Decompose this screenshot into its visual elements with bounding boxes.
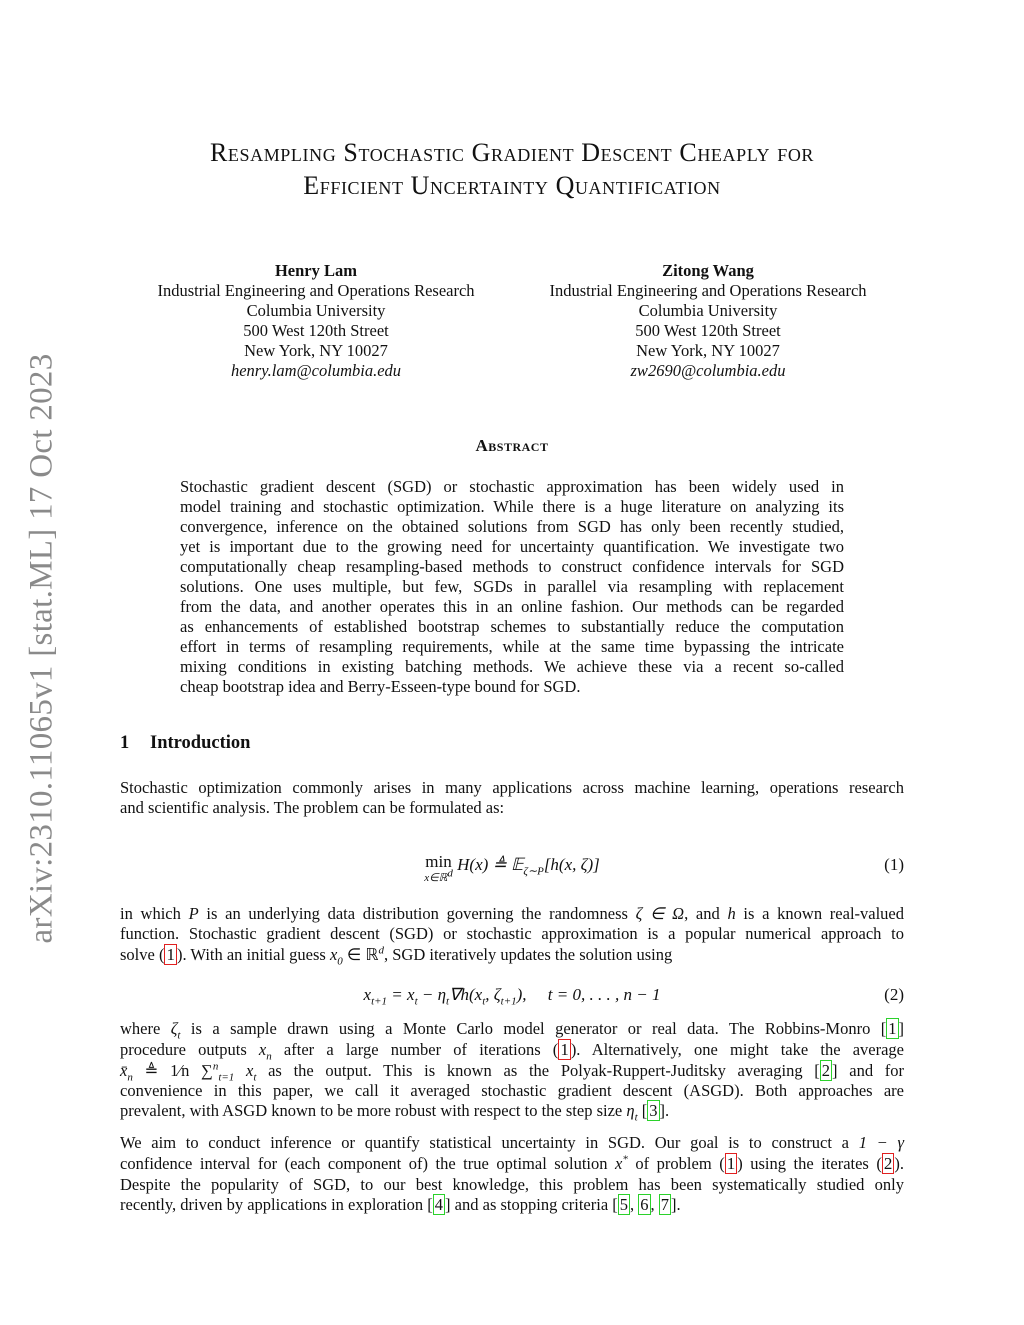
text-run: ≜ bbox=[132, 1061, 171, 1080]
inline-math: η bbox=[626, 1101, 635, 1120]
text-run: We aim to conduct inference or quantify statistical uncertainty in SGD. Our goal is to construct a bbox=[120, 1133, 859, 1152]
author-dept: Industrial Engineering and Operations Research bbox=[549, 281, 867, 300]
inline-math: 1 − γ bbox=[858, 1133, 905, 1152]
author-block-1 bbox=[120, 261, 512, 381]
title-line-1: Resampling Stochastic Gradient Descent Cheaply for bbox=[209, 138, 815, 167]
inline-math: ζ bbox=[170, 1019, 178, 1038]
equation-reference-link[interactable]: 2 bbox=[883, 1154, 893, 1173]
text-run: as the output. This is known as the Polyak-Ruppert-Juditsky averaging [ bbox=[256, 1061, 820, 1080]
min-domain-sup: d bbox=[447, 867, 453, 880]
author-street: 500 West 120th Street bbox=[635, 321, 781, 340]
author-street: 500 West 120th Street bbox=[243, 321, 389, 340]
abstract-line: Stochastic gradient descent (SGD) or stochastic approximation has been widely used in bbox=[180, 477, 844, 496]
equation-rhs: [h(x, ζ)] bbox=[543, 855, 600, 874]
equation-1 bbox=[120, 854, 904, 886]
text-run: recently, driven by applications in exploration [ bbox=[120, 1195, 433, 1214]
text-run: procedure outputs bbox=[120, 1040, 259, 1059]
text-run: where bbox=[120, 1019, 171, 1038]
author-university: Columbia University bbox=[638, 301, 778, 320]
expectation-subscript: ζ∼P bbox=[523, 865, 544, 878]
text-run: ) using the iterates ( bbox=[737, 1154, 882, 1173]
paragraph-line bbox=[120, 1081, 904, 1101]
citation-link[interactable]: 4 bbox=[434, 1195, 444, 1214]
text-run: is a known real-valued bbox=[735, 904, 905, 923]
text-run: confidence interval for (each component of) the true optimal solution bbox=[120, 1154, 616, 1173]
text-run: ∈ ℝ bbox=[342, 945, 379, 964]
abstract-line: convergence, inference on the obtained solutions from SGD has only been recently studied, bbox=[180, 517, 844, 536]
text-run: ). Alternatively, one might take the average bbox=[570, 1040, 904, 1059]
equation-lhs: H(x) ≜ 𝔼 bbox=[457, 855, 524, 874]
math-superscript: n bbox=[212, 1060, 219, 1073]
author-city: New York, NY 10027 bbox=[636, 341, 780, 360]
author-email[interactable]: henry.lam@columbia.edu bbox=[230, 361, 402, 380]
paragraph-line bbox=[120, 778, 904, 798]
text-run: is an underlying data distribution governing the randomness bbox=[198, 904, 636, 923]
author-name: Zitong Wang bbox=[662, 261, 754, 280]
text-run: is a sample drawn using a Monte Carlo model generator or real data. The Robbins-Monro [ bbox=[180, 1019, 887, 1038]
section-title: Introduction bbox=[150, 733, 251, 753]
paragraph-line bbox=[120, 944, 904, 966]
equation-reference-link[interactable]: 1 bbox=[166, 945, 175, 964]
author-block-2 bbox=[512, 261, 904, 381]
eq-sub: t bbox=[482, 995, 486, 1008]
eq-term: , ζ bbox=[485, 985, 501, 1004]
abstract-line: cheap bootstrap idea and Berry-Esseen-type bound for SGD. bbox=[180, 677, 581, 696]
abstract-line: yet is important due to the growing need for uncertainty quantification. We investigate two bbox=[180, 537, 844, 556]
equation-number: (1) bbox=[884, 855, 904, 874]
inline-math: P bbox=[188, 904, 199, 923]
text-run: ∑ bbox=[189, 1061, 213, 1080]
main-text bbox=[120, 778, 904, 1215]
math-subscript: n bbox=[266, 1050, 272, 1063]
paragraph-line bbox=[120, 1153, 904, 1175]
eq-sub: t+1 bbox=[371, 995, 388, 1008]
math-subscript: t bbox=[177, 1029, 181, 1042]
text-run: ] and for bbox=[832, 1061, 905, 1080]
paragraph-line bbox=[120, 1175, 904, 1195]
paragraph bbox=[120, 904, 904, 966]
text-run: after a large number of iterations ( bbox=[271, 1040, 559, 1059]
inline-math: ζ ∈ Ω bbox=[635, 904, 685, 923]
equation-2 bbox=[120, 984, 904, 1006]
text-run: , bbox=[630, 1195, 639, 1214]
author-dept: Industrial Engineering and Operations Research bbox=[157, 281, 475, 300]
min-domain: x∈ℝ bbox=[424, 872, 448, 884]
author-city: New York, NY 10027 bbox=[244, 341, 388, 360]
paragraph-line bbox=[120, 1101, 904, 1124]
citation-link[interactable]: 7 bbox=[660, 1195, 670, 1214]
text-run: , bbox=[650, 1195, 659, 1214]
text-run: , SGD iteratively updates the solution using bbox=[384, 945, 673, 964]
inline-math: x bbox=[234, 1061, 254, 1080]
text-run: and scientific analysis. The problem can be formulated as: bbox=[120, 798, 505, 817]
inline-math: x bbox=[258, 1040, 267, 1059]
equation-reference-link[interactable]: 1 bbox=[560, 1040, 569, 1059]
text-run: ]. bbox=[659, 1101, 670, 1120]
paragraph-line bbox=[120, 1133, 904, 1153]
eq-term: = x bbox=[387, 985, 415, 1004]
math-subscript: t bbox=[634, 1111, 638, 1124]
paragraph-line bbox=[120, 1039, 904, 1061]
equation-body bbox=[120, 854, 904, 886]
section-number: 1 bbox=[120, 733, 130, 753]
paragraph-line bbox=[120, 1060, 905, 1084]
text-run: in which bbox=[120, 904, 189, 923]
authors bbox=[120, 261, 904, 381]
text-run: ). bbox=[894, 1154, 905, 1173]
text-run: Despite the popularity of SGD, to our best knowledge, this problem has been systematically studied only bbox=[120, 1175, 904, 1194]
text-run: convenience in this paper, we call it averaged stochastic gradient descent (ASGD). Both approaches are bbox=[120, 1081, 904, 1100]
eq-term: ), t = 0, . . . , n − 1 bbox=[516, 985, 661, 1004]
text-run: function. Stochastic gradient descent (SGD) or stochastic approximation is a popular numerical approach to bbox=[120, 924, 904, 943]
text-run: solve ( bbox=[120, 945, 165, 964]
paragraph-line bbox=[120, 924, 904, 944]
author-email[interactable]: zw2690@columbia.edu bbox=[630, 361, 786, 380]
min-operator bbox=[424, 854, 453, 886]
text-run: 1⁄n bbox=[170, 1061, 190, 1080]
abstract-line: as enhancements of established bootstrap schemes to substantially reduce the computation bbox=[180, 617, 844, 636]
inline-math: x bbox=[329, 945, 338, 964]
paragraph bbox=[120, 1133, 904, 1215]
min-subscript bbox=[424, 867, 453, 886]
author-name: Henry Lam bbox=[274, 261, 358, 280]
abstract-line: from the data, and another operates this in an online fashion. Our methods can be regarded bbox=[180, 597, 844, 616]
section-heading bbox=[120, 731, 1024, 755]
math-subscript: t bbox=[253, 1071, 257, 1084]
text-run: of problem ( bbox=[627, 1154, 725, 1173]
inline-math: x̄ bbox=[120, 1061, 128, 1080]
min-label: min bbox=[425, 852, 452, 871]
paragraph-line bbox=[120, 798, 904, 818]
abstract-line: effort in terms of resampling requirements, while at the same time bypassing the intricate bbox=[180, 637, 844, 656]
eq-term: x bbox=[363, 985, 372, 1004]
citation-link[interactable]: 3 bbox=[649, 1101, 658, 1120]
arxiv-identifier: arXiv:2310.11065v1 [stat.ML] 17 Oct 2023 bbox=[23, 353, 60, 944]
math-superscript: * bbox=[622, 1153, 628, 1166]
abstract-line: computationally cheap resampling-based methods to construct confidence intervals for SGD bbox=[180, 557, 844, 576]
citation-link[interactable]: 5 bbox=[619, 1195, 629, 1214]
abstract-heading: Abstract bbox=[475, 436, 549, 455]
paragraph bbox=[120, 1019, 905, 1124]
abstract-line: model training and stochastic optimization. While there is a huge literature on analyzing its bbox=[180, 497, 844, 516]
math-superscript: d bbox=[378, 944, 384, 957]
math-subscript: t=1 bbox=[218, 1071, 235, 1084]
math-subscript: n bbox=[127, 1071, 133, 1084]
paragraph-line bbox=[120, 904, 904, 924]
paragraph-line bbox=[120, 1195, 904, 1215]
text-run: ]. bbox=[671, 1195, 681, 1214]
inline-math: x bbox=[615, 1154, 623, 1173]
title-line-2: Efficient Uncertainty Quantification bbox=[303, 171, 721, 200]
abstract-line: mixing conditions in existing batching methods. We achieve these via a recent so-called bbox=[180, 657, 844, 676]
text-run: ] and as stopping criteria [ bbox=[445, 1195, 618, 1214]
equation-reference-link[interactable]: 1 bbox=[726, 1154, 736, 1173]
eq-term: − η bbox=[417, 985, 447, 1004]
paragraph-line bbox=[120, 1019, 904, 1042]
equation-number: (2) bbox=[884, 985, 904, 1004]
citation-link[interactable]: 1 bbox=[888, 1019, 897, 1038]
eq-sub: t bbox=[446, 995, 450, 1008]
eq-sub: t bbox=[414, 995, 418, 1008]
eq-term: ∇h(x bbox=[449, 985, 483, 1004]
equation-body bbox=[120, 984, 904, 1006]
eq-sub: t+1 bbox=[500, 995, 517, 1008]
abstract-body bbox=[180, 477, 844, 697]
math-subscript: 0 bbox=[337, 955, 343, 968]
text-run: [ bbox=[637, 1101, 648, 1120]
inline-math: h bbox=[727, 904, 736, 923]
text-run: prevalent, with ASGD known to be more robust with respect to the step size bbox=[120, 1101, 627, 1120]
abstract-line: solutions. One uses multiple, but few, SGDs in parallel via resampling with replacement bbox=[180, 577, 844, 596]
citation-link[interactable]: 6 bbox=[640, 1195, 649, 1214]
paper-title bbox=[0, 136, 1024, 202]
text-run: ] bbox=[898, 1019, 904, 1038]
paragraph bbox=[120, 778, 904, 818]
text-run: ). With an initial guess bbox=[176, 945, 330, 964]
citation-link[interactable]: 2 bbox=[821, 1061, 831, 1080]
text-run: Stochastic optimization commonly arises in many applications across machine learning, operations research bbox=[120, 778, 904, 797]
text-run: , and bbox=[684, 904, 728, 923]
author-university: Columbia University bbox=[246, 301, 386, 320]
